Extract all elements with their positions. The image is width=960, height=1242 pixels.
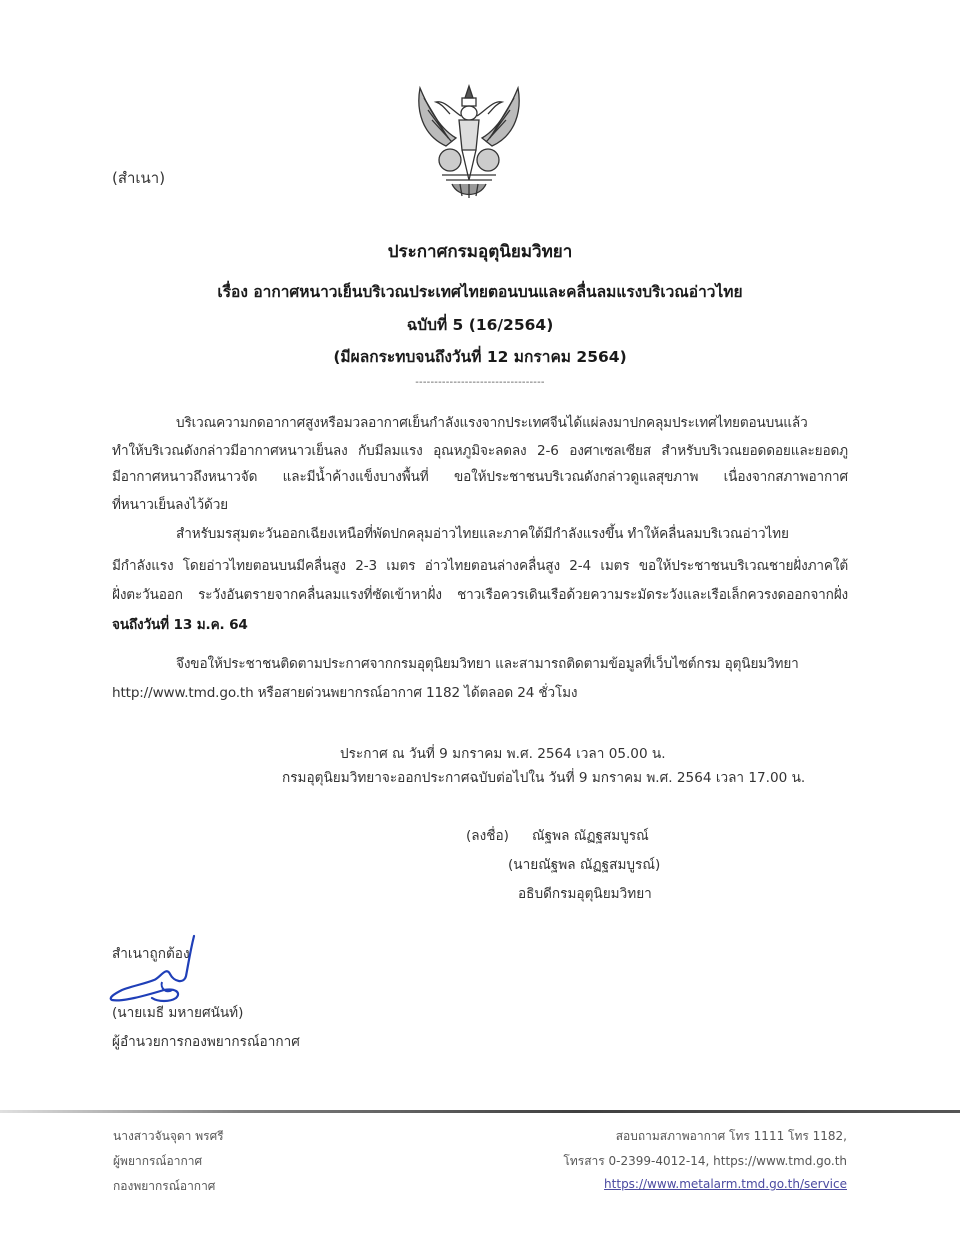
footer-forecaster-title: ผู้พยากรณ์อากาศ <box>113 1154 203 1168</box>
certifier-name: (นายเมธี มหายศนันท์) <box>112 1005 244 1021</box>
footer-service-link[interactable]: https://www.metalarm.tmd.go.th/service <box>604 1177 847 1191</box>
paragraph-1-line-3: มีอากาศหนาวถึงหนาวจัด และมีน้ำค้างแข็งบางพื้นที่ ขอให้ประชาชนบริเวณดังกล่าวดูแลสุขภาพ เนื่องจากสภาพอากาศ <box>112 469 848 485</box>
paragraph-1-line-2: ทำให้บริเวณดังกล่าวมีอากาศหนาวเย็นลง กับมีลมแรง อุณหภูมิจะลดลง 2-6 องศาเซลเซียส สำหรับบริเวณยอดดอยและยอดภู <box>112 443 848 459</box>
copy-mark: (สำเนา) <box>112 169 166 187</box>
signatory-position: อธิบดีกรมอุตุนิยมวิทยา <box>518 886 652 902</box>
footer-contact-fax: โทรสาร 0-2399-4012-14, https://www.tmd.go.th <box>563 1154 847 1168</box>
footer-forecaster-division: กองพยากรณ์อากาศ <box>113 1179 216 1193</box>
handwritten-signature-icon <box>104 932 204 1012</box>
garuda-emblem-icon <box>412 80 526 202</box>
signatory-full-name: (นายณัฐพล ณัฏฐสมบูรณ์) <box>508 857 661 873</box>
paragraph-2-line-3: ฝั่งตะวันออก ระวังอันตรายจากคลื่นลมแรงที่ซัดเข้าหาฝั่ง ชาวเรือควรเดินเรือด้วยความระมัดระวังและเรือเล็กควรงดออกจากฝั่ง <box>112 587 848 603</box>
announcement-issue: ฉบับที่ 5 (16/2564) <box>406 316 554 334</box>
paragraph-2-line-1: สำหรับมรสุมตะวันออกเฉียงเหนือที่พัดปกคลุมอ่าวไทยและภาคใต้มีกำลังแรงขึ้น ทำให้คลื่นลมบริเวณอ่าวไทย <box>176 526 789 542</box>
certified-copy-label: สำเนาถูกต้อง <box>112 946 190 962</box>
signed-name: ณัฐพล ณัฏฐสมบูรณ์ <box>532 828 649 844</box>
announcement-title: ประกาศกรมอุตุนิยมวิทยา <box>387 242 573 262</box>
announced-date: ประกาศ ณ วันที่ 9 มกราคม พ.ศ. 2564 เวลา 05.00 น. <box>340 746 666 762</box>
next-issue-date: กรมอุตุนิยมวิทยาจะออกประกาศฉบับต่อไปใน วันที่ 9 มกราคม พ.ศ. 2564 เวลา 17.00 น. <box>282 770 806 786</box>
paragraph-3-line-2: http://www.tmd.go.th หรือสายด่วนพยากรณ์อากาศ 1182 ได้ตลอด 24 ชั่วโมง <box>112 685 578 701</box>
footer-divider <box>0 1110 960 1113</box>
paragraph-3-line-1: จึงขอให้ประชาชนติดตามประกาศจากกรมอุตุนิยมวิทยา และสามารถติดตามข้อมูลที่เว็บไซต์กรม อุตุนิยมวิทยา <box>176 656 799 672</box>
paragraph-2-line-4: จนถึงวันที่ 13 ม.ค. 64 <box>112 617 248 633</box>
footer-forecaster-name: นางสาวจันจุดา พรศรี <box>113 1129 224 1143</box>
title-separator: ---------------------------------- <box>415 377 545 388</box>
paragraph-1-line-1: บริเวณความกดอากาศสูงหรือมวลอากาศเย็นกำลังแรงจากประเทศจีนได้แผ่ลงมาปกคลุมประเทศไทยตอนบนแล้ว <box>176 415 808 431</box>
announcement-subject: เรื่อง อากาศหนาวเย็นบริเวณประเทศไทยตอนบนและคลื่นลมแรงบริเวณอ่าวไทย <box>217 283 743 301</box>
paragraph-1-line-4: ที่หนาวเย็นลงไว้ด้วย <box>112 497 228 513</box>
announcement-effective-date: (มีผลกระทบจนถึงวันที่ 12 มกราคม 2564) <box>333 348 627 366</box>
paragraph-2-line-2: มีกำลังแรง โดยอ่าวไทยตอนบนมีคลื่นสูง 2-3 เมตร อ่าวไทยตอนล่างคลื่นสูง 2-4 เมตร ขอให้ประชาชนบริเวณชายฝั่งภาคใต้ <box>112 558 848 574</box>
footer-contact-phone: สอบถามสภาพอากาศ โทร 1111 โทร 1182, <box>615 1129 847 1143</box>
signed-label: (ลงชื่อ) <box>466 828 509 844</box>
certifier-position: ผู้อำนวยการกองพยากรณ์อากาศ <box>112 1034 300 1050</box>
